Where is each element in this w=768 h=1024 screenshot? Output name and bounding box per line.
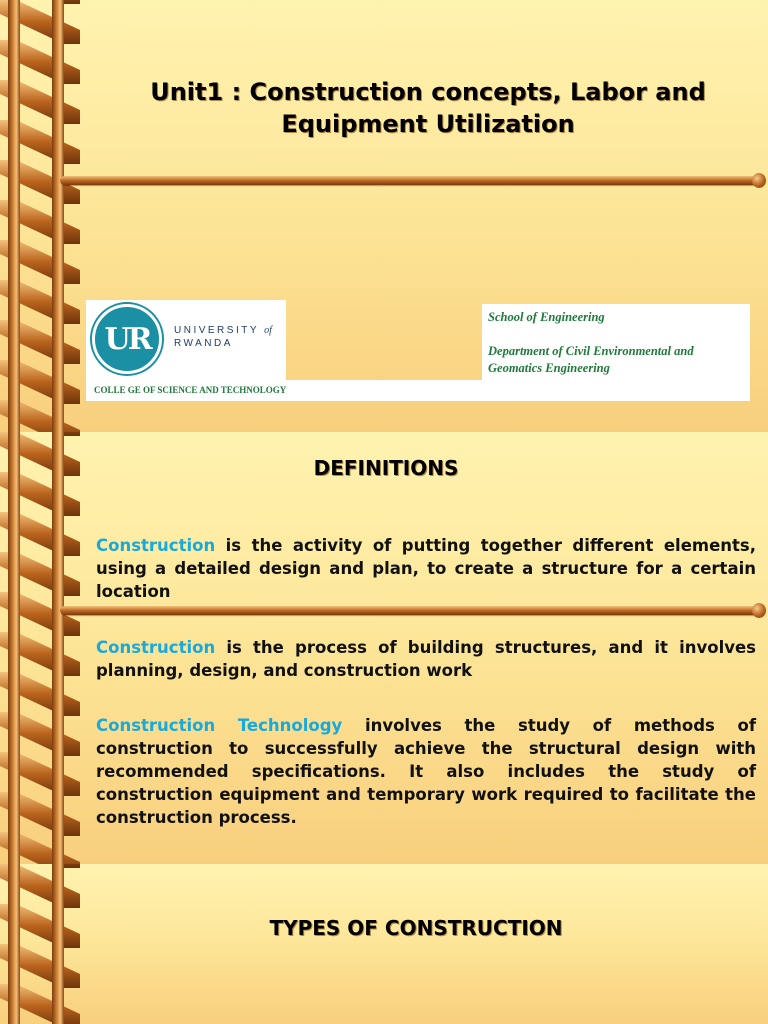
definitions-divider-rod: [60, 606, 760, 615]
types-heading: TYPES OF CONSTRUCTION: [269, 916, 563, 940]
definition-text-1: is the activity of putting together different elements, using a detailed design and plan, to create a structure for a certain location: [96, 536, 756, 601]
title-line-1: Unit1 : Construction concepts, Labor and: [150, 78, 706, 106]
department-name: Department of Civil Environmental and Geomatics Engineering: [488, 344, 694, 375]
university-wordmark-line1: UNIVERSITY of: [174, 325, 272, 336]
border-rods-graphic: [0, 864, 80, 1024]
college-banner: [86, 380, 482, 401]
left-border-decoration: [0, 432, 80, 864]
border-vertical-rod: [8, 432, 20, 864]
school-name: School of Engineering: [488, 310, 605, 324]
definition-term-1: Construction: [96, 536, 216, 555]
definition-term-2: Construction: [96, 638, 216, 657]
definition-paragraph-3: [96, 714, 756, 829]
definitions-heading: DEFINITIONS: [313, 456, 459, 480]
ur-emblem-icon: UR: [92, 304, 162, 374]
border-vertical-rod: [52, 864, 64, 1024]
definition-text-3: involves the study of methods of construction to successfully achieve the structural design with recommended specifications. It also includes the study of construction equipment and temporary work required to facilitate the construction process.: [96, 716, 757, 827]
title-line-2: Equipment Utilization: [281, 110, 575, 138]
border-vertical-rod: [8, 0, 20, 432]
left-border-decoration: [0, 0, 80, 432]
university-wordmark-line2: RWANDA: [174, 338, 233, 349]
border-rods-graphic: [0, 432, 80, 864]
university-logo: [86, 300, 286, 380]
border-vertical-rod: [52, 0, 64, 432]
slide-definitions: [0, 432, 768, 864]
border-vertical-rod: [52, 432, 64, 864]
definition-paragraph-2: [96, 636, 756, 682]
definition-term-3: Construction Technology: [96, 716, 343, 735]
definition-paragraph-1: [96, 534, 756, 603]
slide-title-text: [96, 76, 760, 140]
left-border-decoration: [0, 864, 80, 1024]
border-rods-graphic: [0, 0, 80, 432]
border-vertical-rod: [8, 864, 20, 1024]
title-divider-rod: [60, 176, 760, 185]
definition-text-2: is the process of building structures, and it involves planning, design, and construction work: [96, 638, 756, 680]
school-info-box: [482, 304, 750, 401]
college-name: COLLE GE OF SCIENCE AND TECHNOLOGY: [94, 385, 287, 395]
slide-title: [0, 0, 768, 432]
slide-types: [0, 864, 768, 1024]
